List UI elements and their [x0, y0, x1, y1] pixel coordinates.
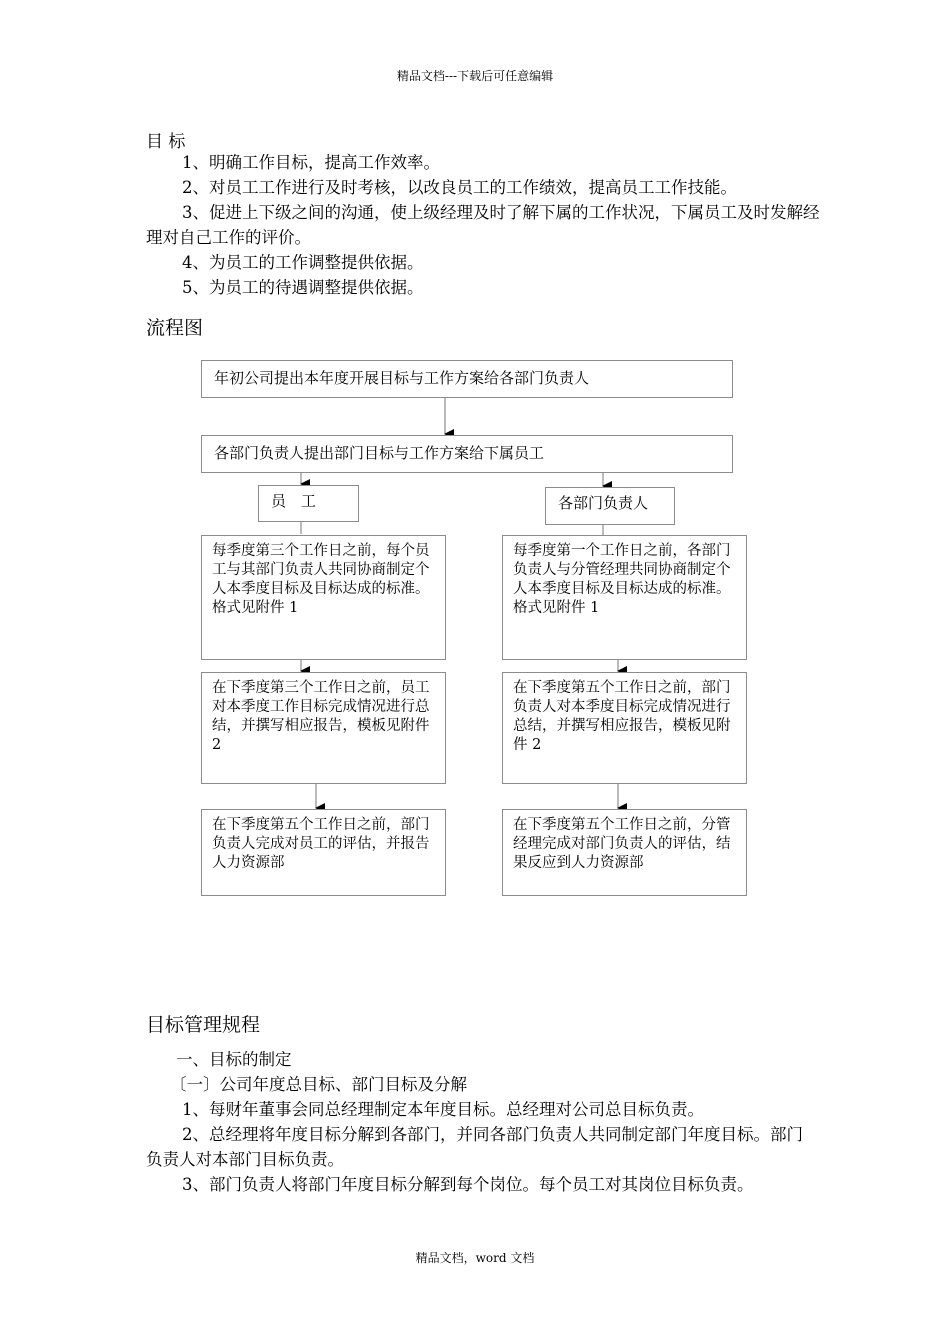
goal-item: 2、对员工工作进行及时考核，以改良员工的工作绩效，提高员工工作技能。 [182, 178, 737, 197]
rules-title: 目标管理规程 [146, 1014, 261, 1036]
rules-item: 2、总经理将年度目标分解到各部门，并同各部门负责人共同制定部门年度目标。部门负责人对本部门目标负责。 [146, 1125, 803, 1169]
flow-box-dept-2: 在下季度第五个工作日之前，部门负责人对本季度目标完成情况进行总结，并撰写相应报告，模板见附件 2 [502, 672, 747, 784]
rules-subheading: 一、目标的制定 [176, 1050, 292, 1069]
flowchart-title: 流程图 [146, 317, 204, 339]
flow-box-employee-1: 每季度第三个工作日之前，每个员工与其部门负责人共同协商制定个人本季度目标及目标达成的标准。格式见附件 1 [201, 535, 446, 660]
goals-list [146, 150, 826, 300]
rules-body [146, 1047, 816, 1197]
goal-item: 3、促进上下级之间的沟通，使上级经理及时了解下属的工作状况，下属员工及时发解经理对自己工作的评价。 [146, 203, 820, 247]
goal-item: 1、明确工作目标，提高工作效率。 [182, 153, 440, 172]
flow-label-dept-head: 各部门负责人 [545, 487, 675, 525]
page-footer: 精品文档，word 文档 [415, 1251, 535, 1265]
rules-item: 3、部门负责人将部门年度目标分解到每个岗位。每个员工对其岗位目标负责。 [182, 1175, 754, 1194]
flow-box-departments: 各部门负责人提出部门目标与工作方案给下属员工 [201, 435, 733, 473]
flow-box-company: 年初公司提出本年度开展目标与工作方案给各部门负责人 [201, 360, 733, 398]
goals-title: 目 标 [146, 132, 186, 152]
flow-box-employee-2: 在下季度第三个工作日之前，员工对本季度工作目标完成情况进行总结，并撰写相应报告，模板见附件 2 [201, 672, 446, 784]
flow-box-dept-3: 在下季度第五个工作日之前，分管经理完成对部门负责人的评估，结果反应到人力资源部 [502, 809, 747, 896]
goal-item: 4、为员工的工作调整提供依据。 [182, 253, 424, 272]
flow-box-employee-3: 在下季度第五个工作日之前，部门负责人完成对员工的评估，并报告人力资源部 [201, 809, 446, 896]
flow-box-dept-1: 每季度第一个工作日之前，各部门负责人与分管经理共同协商制定个人本季度目标及目标达成的标准。格式见附件 1 [502, 535, 747, 660]
page-header: 精品文档---下载后可任意编辑 [396, 69, 554, 83]
rules-subheading: 〔一〕公司年度总目标、部门目标及分解 [170, 1075, 467, 1094]
goal-item: 5、为员工的待遇调整提供依据。 [182, 278, 424, 297]
flow-label-employee: 员 工 [258, 485, 359, 522]
rules-item: 1、每财年董事会同总经理制定本年度目标。总经理对公司总目标负责。 [182, 1100, 704, 1119]
